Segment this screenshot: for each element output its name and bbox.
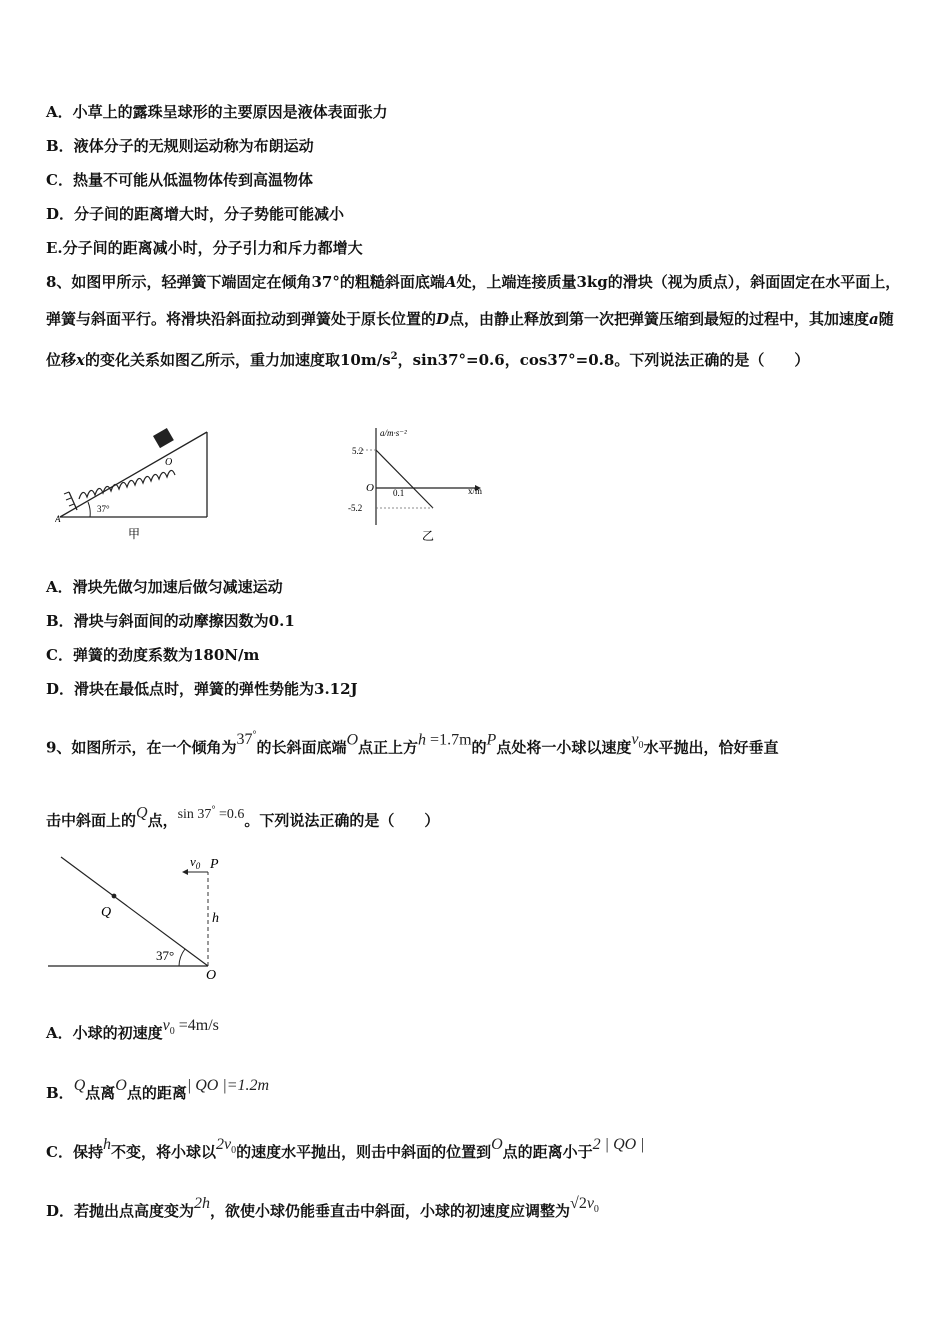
figure-jia-incline-spring [55,420,225,545]
q8-option-d: D．滑块在最低点时，弹簧的弹性势能为3.12J [46,680,358,698]
point-a-label: A [55,514,61,524]
q9-stem-line1: 9、如图所示，在一个倾角为37°的长斜面底端O点正上方h =1.7m的P点处将一小球以速度$v_0$水平抛出，恰好垂直 [46,730,779,757]
origin-label: O [366,482,374,494]
point-o-label: O [165,457,173,468]
q8-stem: 8、如图甲所示，轻弹簧下端固定在倾角37°的粗糙斜面底端A处，上端连接质量3kg的滑块（视为质点），斜面固定在水平面上，弹簧与斜面平行。将滑块沿斜面拉动到弹簧处于原长位置的D点，由静止释放到第一次把弹簧压缩到最短的过程中，其加速度a随位移x的变化关系如图乙所示，重力加速度取$10m/s^2$，sin37°=0.6，cos37°=0.8。下列说法正确的是（ ） [46,273,901,369]
q7-option-c: C．热量不可能从低温物体传到高温物体 [46,171,313,189]
figure-caption-jia: 甲 [128,527,141,541]
angle-label: 37° [97,504,110,514]
x-axis-label: x/m [468,486,483,496]
q8-option-b: B．滑块与斜面间的动摩擦因数为0.1 [46,612,295,630]
point-a-label: A [444,273,457,291]
q8-option-a: A．滑块先做匀加速后做匀减速运动 [46,578,283,596]
point-d-label: D [436,310,450,328]
y-tick-bottom: -5.2 [348,503,363,513]
q9-option-c: C．保持h不变，将小球以$2v_0$的速度水平抛出，则击中斜面的位置到O点的距离小于2 | QO | [46,1136,645,1161]
x-tick-label: 0.1 [393,488,405,498]
v0-label: $v_0$ [190,854,201,871]
q9-option-d: D．若抛出点高度变为2h，欲使小球仍能垂直击中斜面，小球的初速度应调整为$√2v_0$ [46,1195,599,1220]
q9-stem-line2: 击中斜面上的Q点，sin 37° =0.6。下列说法正确的是（ ） [46,804,440,830]
q8-option-c: C．弹簧的劲度系数为180N/m [46,646,260,664]
q9-option-a: A．小球的初速度$v_0 =4m/s$ [46,1017,219,1042]
point-q-label: Q [101,905,112,920]
y-tick-top: 5.2 [352,446,364,456]
figure-q9-projectile [46,850,236,985]
q9-option-b: B．Q点离O点的距离| QO |=1.2m [46,1077,270,1102]
figure-caption-yi: 乙 [422,529,435,543]
point-p-label: P [210,857,219,872]
height-h-label: h [212,911,219,926]
angle-label: 37° [156,948,175,963]
q7-option-d: D．分子间的距离增大时，分子势能可能减小 [46,205,345,223]
figure-yi-a-x-graph [338,420,498,545]
q7-option-e: E.分子间的距离减小时，分子引力和斥力都增大 [46,239,363,257]
y-axis-label: a/m·s⁻² [380,428,407,438]
point-o-label: O [206,968,217,983]
q7-option-b: B．液体分子的无规则运动称为布朗运动 [46,137,314,155]
q7-option-a: A．小草上的露珠呈球形的主要原因是液体表面张力 [46,103,388,121]
